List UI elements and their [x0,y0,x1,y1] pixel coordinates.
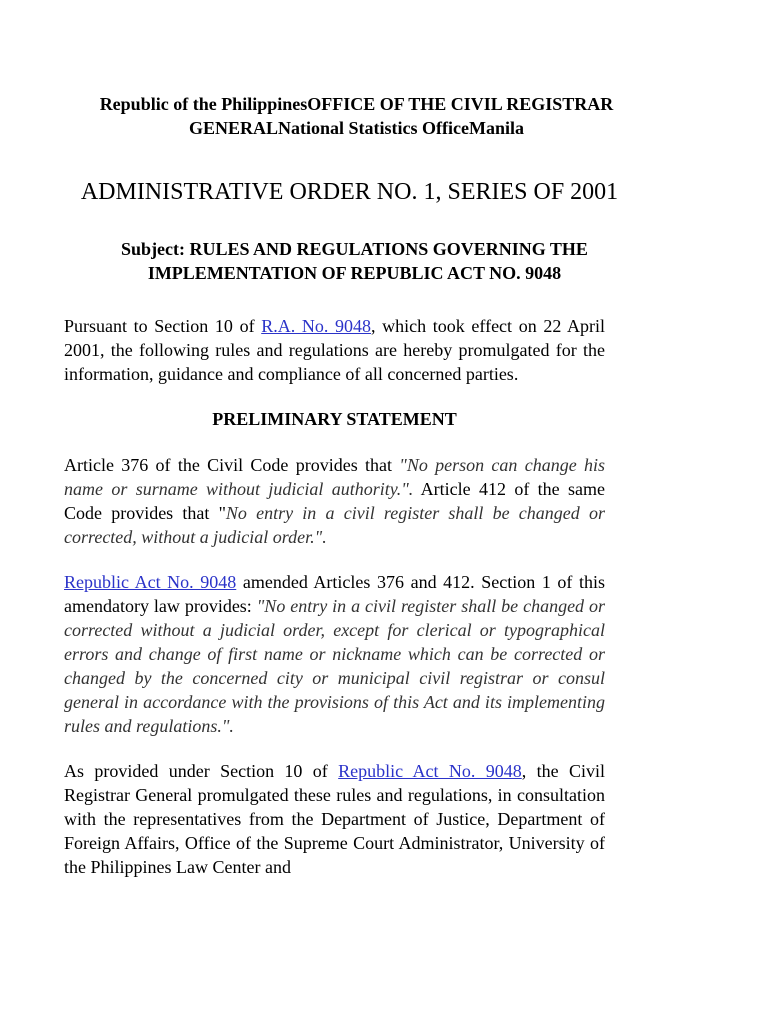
paragraph-civil-code-text-2: Article 412 of the same Code provides that " [64,479,606,523]
paragraph-intro-text-before: Pursuant to Section 10 of [64,316,262,336]
document-header: Republic of the PhilippinesOFFICE OF THE CIVIL REGISTRAR GENERALNational Statistics OfficeManila [99,94,614,138]
paragraph-section-10 [64,759,605,879]
paragraph-section-10-text-before: As provided under Section 10 of [64,761,339,781]
quote-article-412: No entry in a civil register shall be changed or corrected, without a judicial order.". [64,503,605,547]
document-title: ADMINISTRATIVE ORDER NO. 1, SERIES OF 2001 [80,179,619,205]
paragraph-intro-text-after: , which took effect on 22 April 2001, the following rules and regulations are hereby promulgated for the information, guidance and compliance of all concerned parties. [64,316,605,384]
section-heading: PRELIMINARY STATEMENT [212,409,457,429]
ra-9048-link[interactable]: R.A. No. 9048 [261,316,371,336]
paragraph-section-10-text-after: , the Civil Registrar General promulgated these rules and regulations, in consultation with the representatives from the Department of Justice, Department of Foreign Affairs, Office of the Supreme Court Administrator, University of the Philippines Law Center and [64,761,606,877]
republic-act-9048-link-2[interactable]: Republic Act No. 9048 [338,761,522,781]
document-subject: Subject: RULES AND REGULATIONS GOVERNING THE IMPLEMENTATION OF REPUBLIC ACT NO. 9048 [121,239,588,283]
quote-article-376: "No person can change his name or surname without judicial authority.". [64,455,605,499]
quote-section-1: "No entry in a civil register shall be changed or corrected without a judicial order, except for clerical or typographical errors and change of first name or nickname which can be corrected or changed by the concerned city or municipal civil registrar or consul general in accordance with the provisions of this Act and its implementing rules and regulations.". [64,596,605,736]
paragraph-amendment-text: amended Articles 376 and 412. Section 1 of this amendatory law provides: [64,572,606,616]
paragraph-civil-code [64,453,605,549]
republic-act-9048-link[interactable]: Republic Act No. 9048 [64,572,237,592]
paragraph-amendment [64,570,605,738]
paragraph-intro [64,314,605,386]
paragraph-civil-code-text-1: Article 376 of the Civil Code provides that [64,455,400,475]
